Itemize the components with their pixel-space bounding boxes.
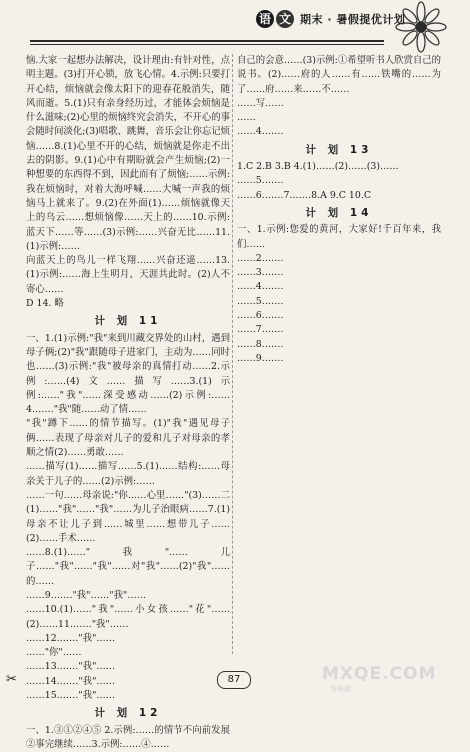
watermark-logo: MXQE.COM: [322, 664, 437, 684]
badge-char-2: 文: [276, 10, 294, 28]
left-para: ……描写(1)……描写……5.(1)……结构:……母亲关于儿子的……(2)示例:……: [26, 461, 230, 487]
right-para: ……3.……: [237, 267, 284, 279]
section-title-11: 计 划 11: [94, 315, 162, 328]
left-para: 恼.大家一起想办法解决，设计理由:有针对性，点明主题。(3)打开心锁，放飞心情。4.示例:只要打开心结，烦恼就会像太阳下的迎春花般消失，随风而逝。5.(1)只有亲身经历过，才能体会烦恼是什么滋味;(2)心里的烦恼终究会消失，不开心的事会随时间淡化;(3)唱歌、跳舞，音乐会让你忘记烦恼……8.(1)心里不开的心结，烦恼就是你走不出去的阴影。9.(1)心中有期盼就会产生烦恼;(2)一种想要的东西得不到，因此而有了烦恼;……示例:我在烦恼时，对着大海呼喊……大喊一声我的烦恼马上就来了。9.(2)在外面(1)……烦恼就像天上的乌云……想烦恼像……天上的……10.示例:蓝天下……等……(3)示例:……兴奋无比……11.(1)示例:……: [26, 55, 230, 252]
scissors-icon: ✂: [6, 672, 17, 687]
left-para: D 14. 略: [26, 298, 64, 310]
left-para: ……15.……"我"……: [26, 690, 116, 702]
right-para: ……: [237, 112, 256, 124]
section-title-14: 计 划 14: [305, 206, 373, 219]
column-divider: [232, 54, 233, 654]
right-para: ……2.……: [237, 252, 284, 264]
header-rule-thin: [30, 44, 384, 45]
right-para: ……7.……: [237, 324, 284, 336]
left-para: ……"你"……: [26, 647, 82, 659]
page-header: [0, 0, 470, 46]
section-title-12: 计 划 12: [94, 707, 162, 720]
left-para: ……12.……"我"……: [26, 632, 116, 644]
right-para: 1.C 2.B 3.B 4.(1)……(2)……(3)……: [237, 161, 399, 173]
right-para: 自己的会意……(3)示例:①希望听书人欣赏自己的说书。(2)……府的人……有……铁嘴的……为了……府……来……不……: [237, 55, 441, 95]
left-para: ……一句……母亲说:"你……心里……"(3)……二(1)……"我"……"我"……为儿子治眼病……7.(1)母亲不让儿子到……城里……想带儿子……(2)……手术……: [26, 489, 230, 544]
right-para: ……6.……: [237, 310, 284, 322]
left-para: 一、1.(1)示例:"我"来到川藏交界处的山村，遇到母子俩;(2)"我"跟随母子进家门，主动为……同时也……(3)示例:"我"被母亲的真情打动……2.示例:……(4)文……描写……3.(1)示例:……"我"……深受感动……(2)示例:……4.……"我"随……动了情……: [26, 332, 230, 416]
right-para: ……9.……: [237, 352, 284, 364]
left-para: 一、1.③①②④⑤ 2.示例:……的情节不向前发展 ②事完继续……3.示例:……④……: [26, 724, 230, 750]
watermark-subtext: 答案圈: [330, 685, 351, 693]
page-number: 87: [217, 671, 251, 689]
left-para: "我"蹲下……的情节描写。(1)"我"遇见母子俩……表现了母亲对儿子的爱和儿子对母亲的孝顺之情(2)……勇敢……: [26, 418, 230, 459]
left-para: ……10.(1)……"我"……小女孩……"花"……(2)……11.……"我"……: [26, 604, 230, 630]
flower-icon: [390, 0, 452, 54]
right-para: ……5.……: [237, 175, 284, 187]
header-rule: [30, 40, 384, 42]
right-para: ……6.……7.……8.A 9.C 10.C: [237, 189, 372, 201]
left-para: ……9.……"我"……"我"……: [26, 589, 146, 601]
right-column: [237, 54, 441, 366]
right-para: ……4.……: [237, 281, 284, 293]
header-title: 期末 · 暑假提优计划: [300, 13, 406, 26]
left-column: [26, 54, 230, 752]
left-para: 向蓝天上的鸟儿一样飞翔……兴奋还遥……13.(1)示例:……海上生明月，天涯共此时。(2)人不寄心……: [26, 255, 230, 295]
subject-badge: [252, 8, 409, 30]
section-title-13: 计 划 13: [305, 143, 373, 156]
left-para: ……14.……"我"……: [26, 675, 116, 687]
right-para: ……4.……: [237, 126, 284, 138]
left-para: ……13.……"我"……: [26, 661, 116, 673]
right-para: ……8.……: [237, 338, 284, 350]
right-para: ……写……: [237, 97, 284, 109]
left-para: ……8.(1)……"我"……儿子……"我"……"我"……对"我"……(2)"我"……的……: [26, 547, 230, 587]
right-para: 一、1.示例:您爱的黄河，大家好!千百年来，我们……: [237, 224, 441, 250]
badge-char-1: 语: [256, 10, 274, 28]
right-para: ……5.……: [237, 295, 284, 307]
